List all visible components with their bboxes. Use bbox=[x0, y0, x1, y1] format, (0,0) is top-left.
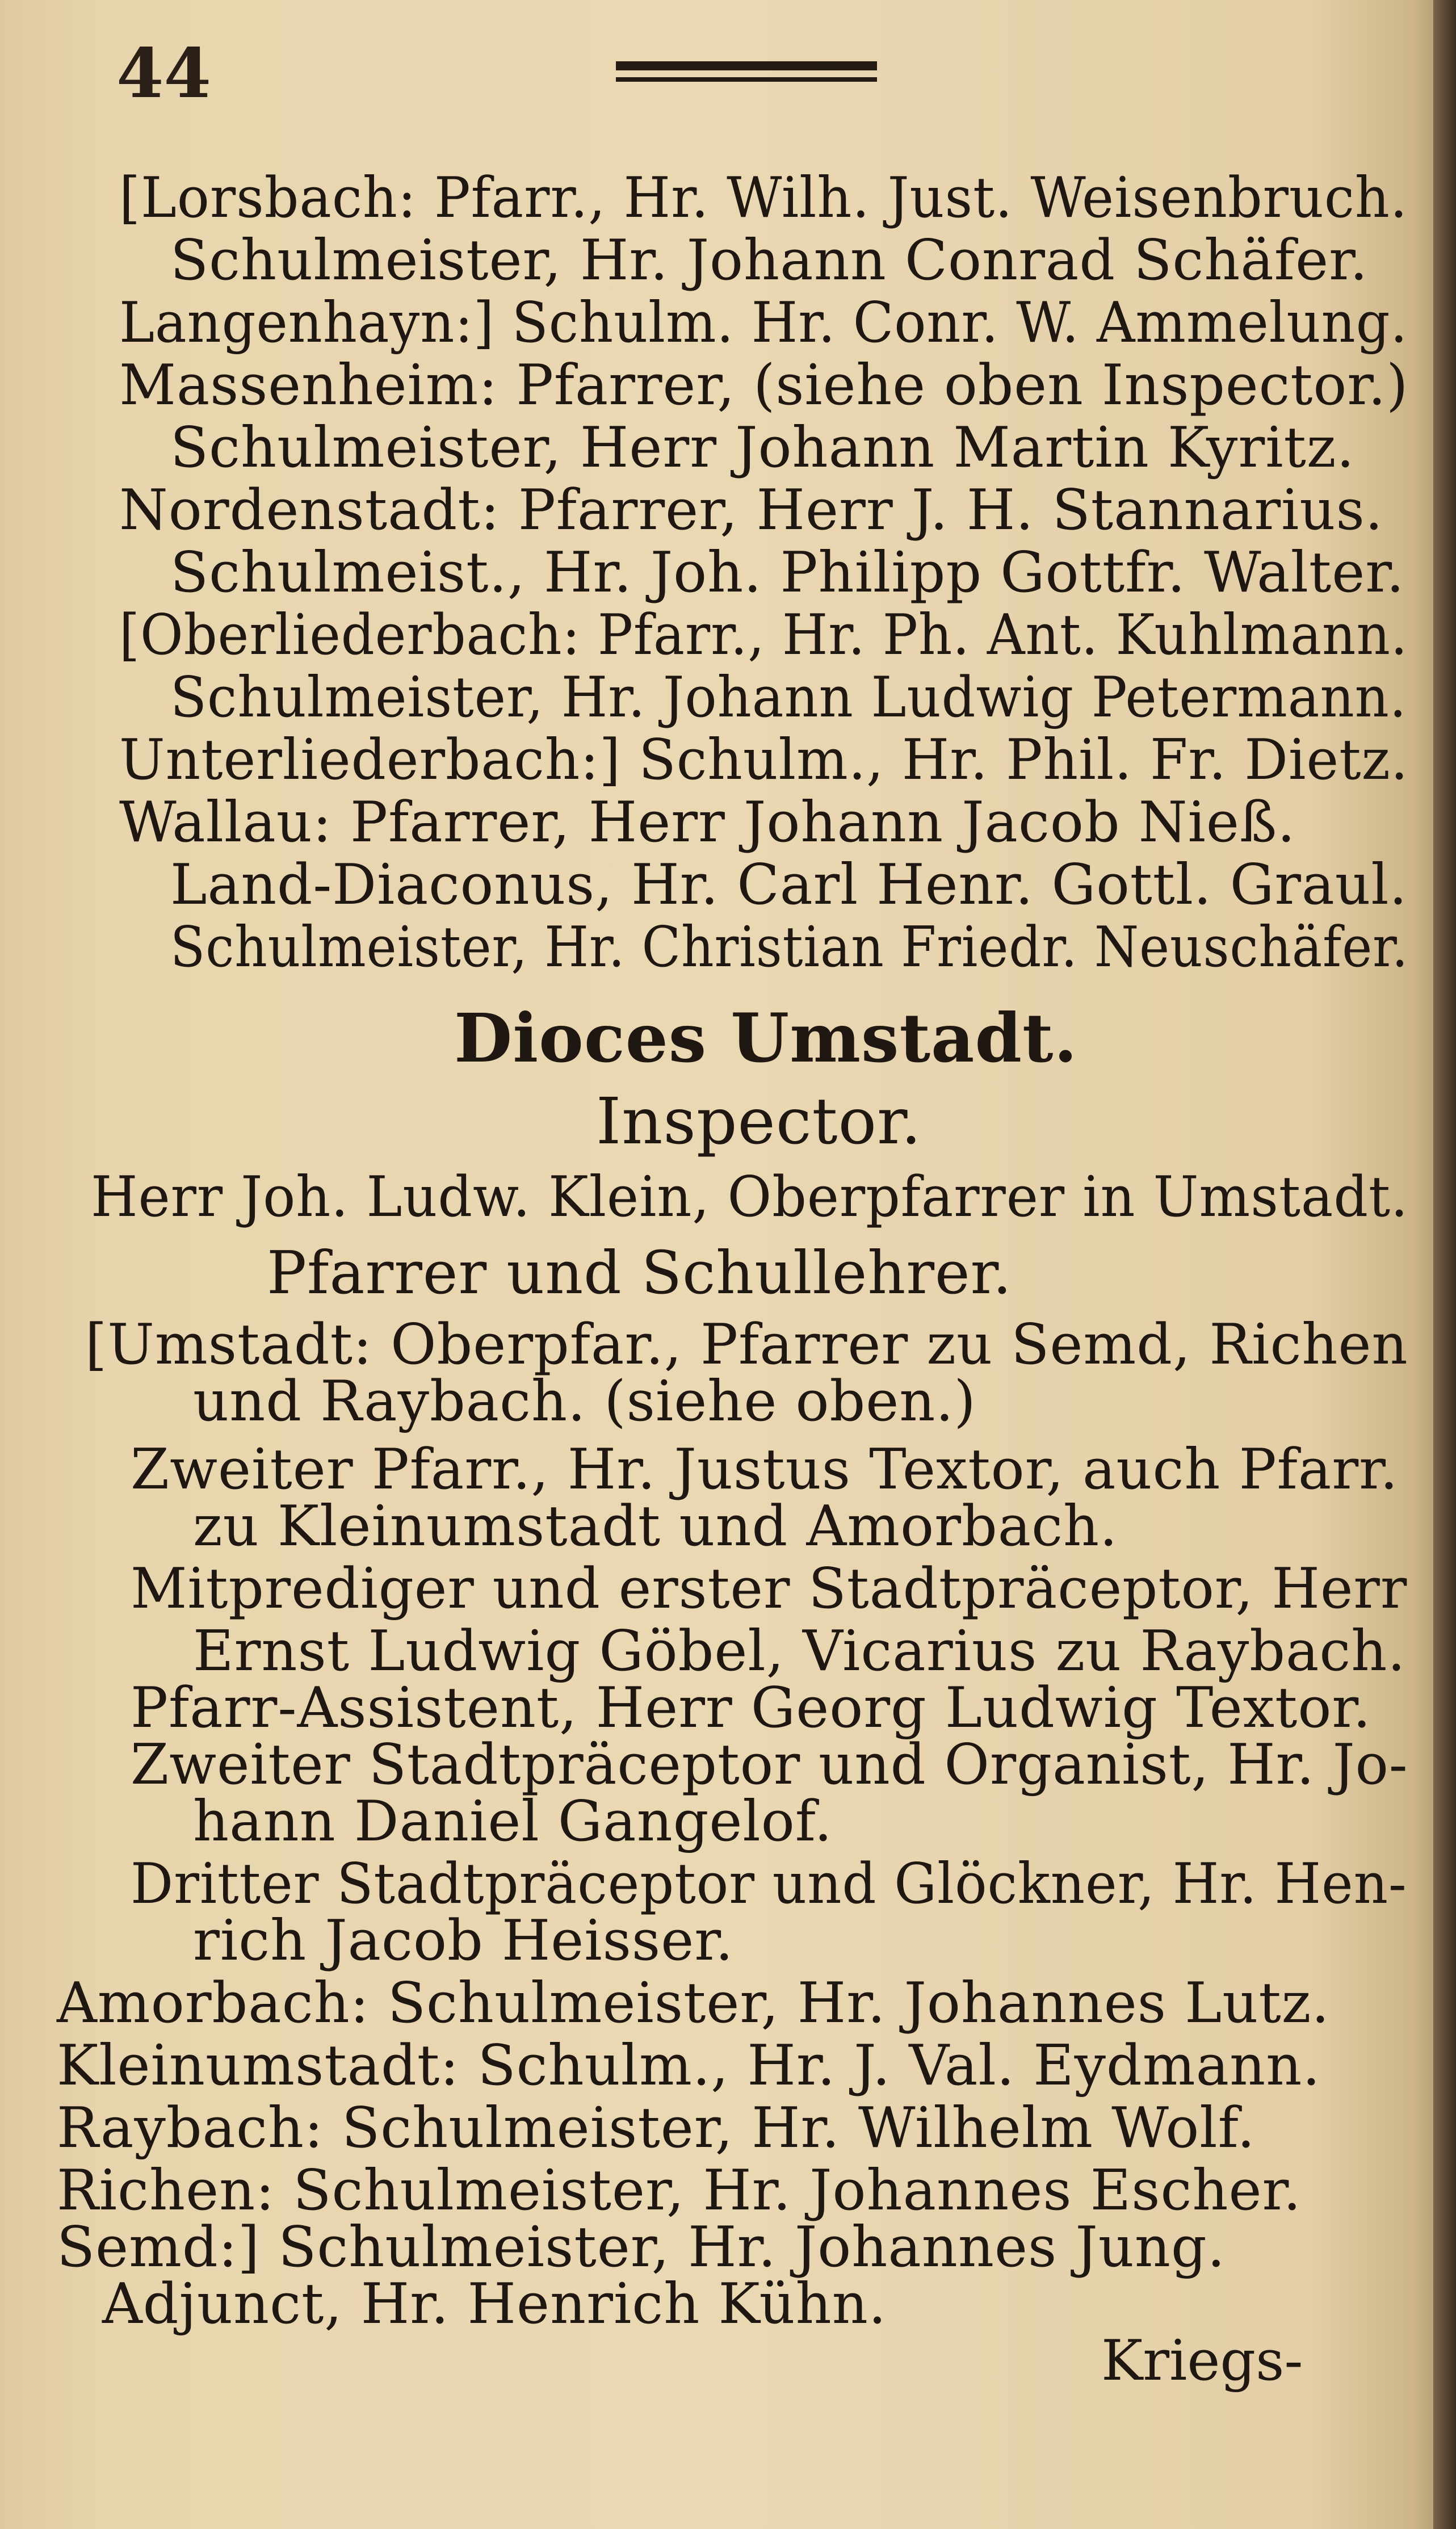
text-line: Pfarr-Assistent, Herr Georg Ludwig Textor. bbox=[131, 1676, 1371, 1740]
text-line: Schulmeister, Hr. Johann Ludwig Petermann. bbox=[170, 665, 1407, 730]
text-line: Mitprediger und erster Stadtpräceptor, Herr bbox=[131, 1557, 1408, 1621]
text-line: Zweiter Pfarr., Hr. Justus Textor, auch Pfarr. bbox=[131, 1437, 1399, 1502]
text-line: Amorbach: Schulmeister, Hr. Johannes Lutz. bbox=[57, 1971, 1330, 2036]
text-line: hann Daniel Gangelof. bbox=[193, 1789, 833, 1854]
section-heading: Dioces Umstadt. bbox=[454, 999, 1078, 1077]
text-line: Land-Diaconus, Hr. Carl Henr. Gottl. Graul. bbox=[170, 853, 1408, 917]
catchword: Kriegs- bbox=[1101, 2329, 1303, 2393]
text-line: [Oberliederbach: Pfarr., Hr. Ph. Ant. Kuhlmann. bbox=[119, 603, 1408, 668]
text-line: [Lorsbach: Pfarr., Hr. Wilh. Just. Weisenbruch. bbox=[119, 166, 1408, 230]
text-line: zu Kleinumstadt und Amorbach. bbox=[193, 1494, 1118, 1559]
text-line: Massenheim: Pfarrer, (siehe oben Inspector.) bbox=[119, 353, 1409, 418]
text-line: Richen: Schulmeister, Hr. Johannes Escher. bbox=[57, 2158, 1302, 2223]
text-line: Semd:] Schulmeister, Hr. Johannes Jung. bbox=[57, 2215, 1226, 2280]
text-line: Nordenstadt: Pfarrer, Herr J. H. Stannarius. bbox=[119, 478, 1383, 543]
text-line: Schulmeister, Hr. Johann Conrad Schäfer. bbox=[170, 228, 1369, 293]
page-number: 44 bbox=[116, 33, 211, 114]
text-line: Schulmeister, Herr Johann Martin Kyritz. bbox=[170, 416, 1355, 480]
text-line: Zweiter Stadtpräceptor und Organist, Hr. Jo- bbox=[131, 1733, 1408, 1797]
text-line: Schulmeist., Hr. Joh. Philipp Gottfr. Walter. bbox=[170, 540, 1405, 605]
text-line: Dritter Stadtpräceptor und Glöckner, Hr. Hen- bbox=[131, 1852, 1407, 1916]
subheading: Inspector. bbox=[596, 1085, 922, 1159]
text-line: rich Jacob Heisser. bbox=[193, 1909, 734, 1973]
text-line: Kleinumstadt: Schulm., Hr. J. Val. Eydmann. bbox=[57, 2033, 1321, 2098]
text-line: Wallau: Pfarrer, Herr Johann Jacob Nieß. bbox=[119, 790, 1296, 855]
text-line: [Umstadt: Oberpfar., Pfarrer zu Semd, Richen bbox=[85, 1312, 1408, 1377]
text-line: Ernst Ludwig Göbel, Vicarius zu Raybach. bbox=[193, 1619, 1406, 1684]
text-line: Adjunct, Hr. Henrich Kühn. bbox=[102, 2272, 887, 2337]
inspector-line: Herr Joh. Ludw. Klein, Oberpfarrer in Umstadt. bbox=[91, 1165, 1409, 1230]
text-line: Langenhayn:] Schulm. Hr. Conr. W. Ammelung. bbox=[119, 291, 1408, 355]
subheading: Pfarrer und Schullehrer. bbox=[267, 1238, 1012, 1307]
text-line: Unterliederbach:] Schulm., Hr. Phil. Fr. Dietz. bbox=[119, 728, 1409, 792]
text-line: Schulmeister, Hr. Christian Friedr. Neuschäfer. bbox=[170, 915, 1409, 980]
text-line: und Raybach. (siehe oben.) bbox=[193, 1369, 976, 1434]
text-line: Raybach: Schulmeister, Hr. Wilhelm Wolf. bbox=[57, 2096, 1256, 2161]
